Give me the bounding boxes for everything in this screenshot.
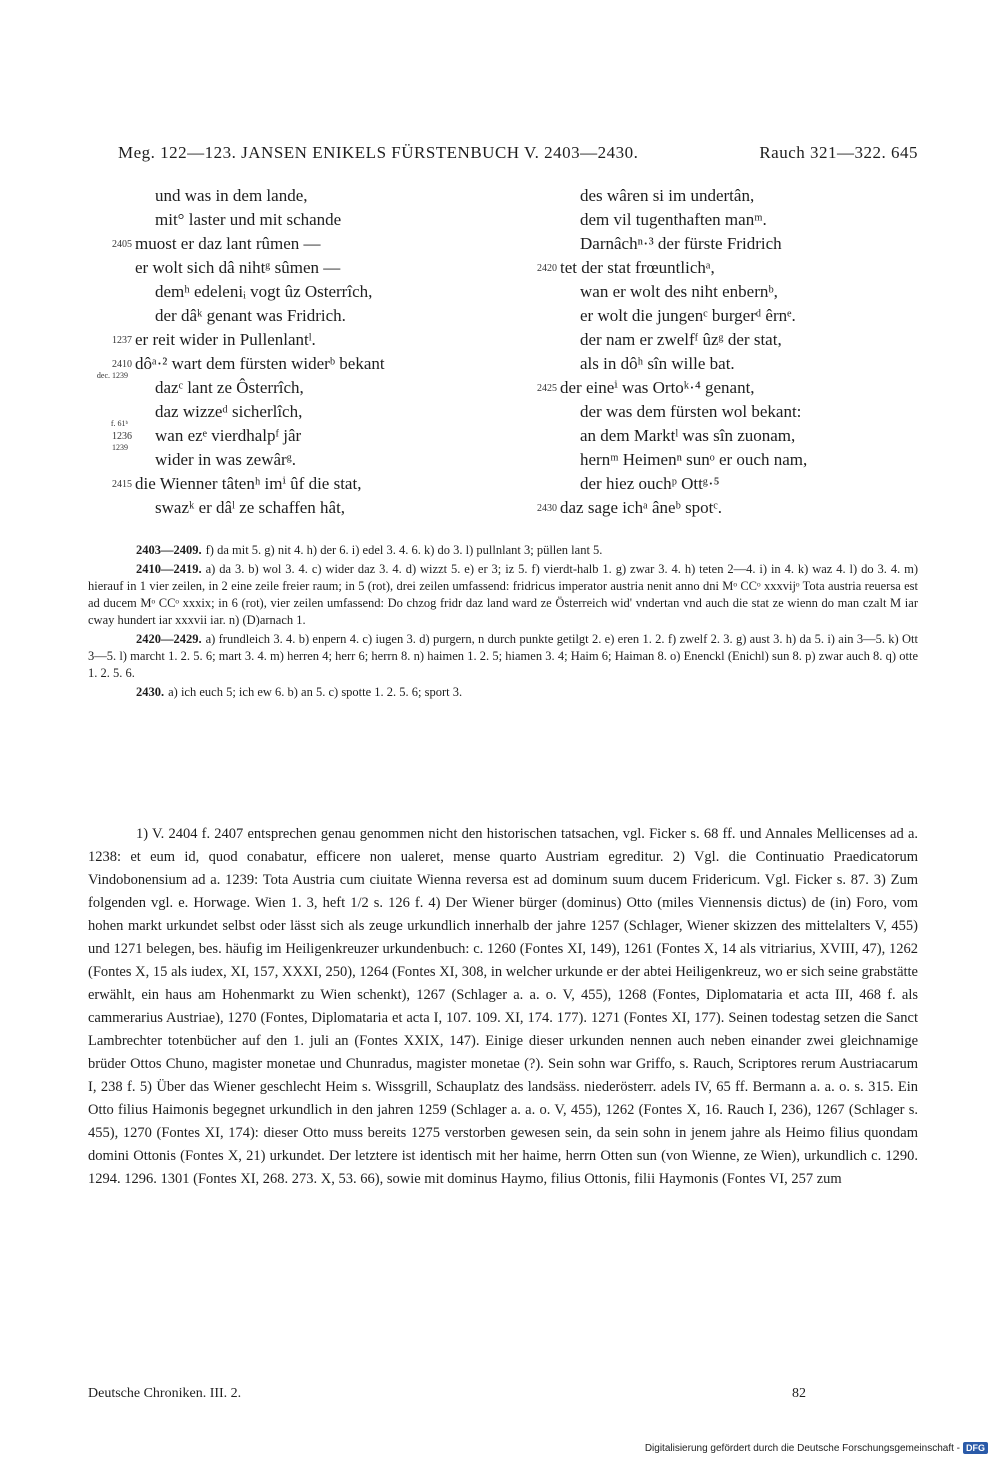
verse-line xyxy=(515,352,905,376)
verse-column-left xyxy=(90,184,480,520)
margin-note: 1239 xyxy=(112,443,128,452)
verse-text: der eineⁱ was Ortoᵏ·⁴ genant, xyxy=(560,378,755,397)
footnotes xyxy=(88,823,918,1191)
verse-line xyxy=(515,400,905,424)
footer-series: Deutsche Chroniken. III. 2. xyxy=(88,1386,242,1401)
running-header-page: Rauch 321—322. 645 xyxy=(759,143,918,162)
verse-text: als in dôʰ sîn wille bat. xyxy=(580,354,735,373)
verse-text: dazᶜ lant ze Ôsterrîch, xyxy=(155,378,304,397)
margin-note: f. 61ᵇ xyxy=(110,419,128,428)
verse-line xyxy=(515,328,905,352)
footer-signature: 82 xyxy=(792,1386,806,1401)
verse-text: dôᵃ·² wart dem fürsten widerᵇ bekant xyxy=(135,354,385,373)
verse-line xyxy=(90,472,480,496)
verse-text: tet der stat frœuntlichᵃ, xyxy=(560,258,715,277)
apparatus-text: f) da mit 5. g) nit 4. h) der 6. i) edel 3. 4. 6. k) do 3. l) pullnlant 3; püllen lant 5. xyxy=(205,543,603,557)
digitization-text: Digitalisierung gefördert durch die Deutsche Forschungsgemeinschaft - xyxy=(644,1442,960,1454)
verse-text: die Wienner tâtenʰ imⁱ ûf die stat, xyxy=(135,474,362,493)
verse-line xyxy=(90,419,480,448)
apparatus-ref: 2410—2419. xyxy=(136,562,202,576)
verse-line xyxy=(515,184,905,208)
verse-text: wider in was zewârᵍ. xyxy=(155,450,297,469)
dfg-logo-icon: DFG xyxy=(963,1442,988,1454)
apparatus-entry xyxy=(88,631,918,682)
verse-line xyxy=(515,208,905,232)
verse-number: 2425 xyxy=(537,383,557,394)
verse-line xyxy=(515,304,905,328)
verse-text: er wolt die jungenᶜ burgerᵈ êrnᵉ. xyxy=(580,306,796,325)
verse-text: der hiez ouchᵖ Ottᵍ·⁵ xyxy=(580,474,720,493)
verse-line xyxy=(90,184,480,208)
verse-line xyxy=(515,424,905,448)
verse-line xyxy=(90,208,480,232)
verse-number: 1237 xyxy=(112,335,132,346)
verse-line xyxy=(90,443,480,472)
running-header-title: Meg. 122—123. JANSEN ENIKELS FÜRSTENBUCH V. 2403—2430. xyxy=(118,143,639,162)
apparatus-ref: 2420—2429. xyxy=(136,632,202,646)
verse-text: mit° laster und mit schande xyxy=(155,210,342,229)
verse-text: demʰ edeleniᵢ vogt ûz Osterrîch, xyxy=(155,282,373,301)
verse-text: des wâren si im undertân, xyxy=(580,186,755,205)
verse-line xyxy=(90,352,480,376)
verse-line xyxy=(90,400,480,424)
verse-text: der nam er zwelfᶠ ûzᵍ der stat, xyxy=(580,330,782,349)
verse-text: er wolt sich dâ nihtᵍ sûmen — xyxy=(135,258,341,277)
digitization-credit xyxy=(645,1440,988,1456)
verse-number: 2410 xyxy=(112,359,132,370)
verse-text: er reit wider in Pullenlantˡ. xyxy=(135,330,316,349)
verse-text: daz wizzeᵈ sicherlîch, xyxy=(155,402,303,421)
critical-apparatus xyxy=(88,542,918,703)
footnote-text: 1) V. 2404 f. 2407 entsprechen genau genommen nicht den historischen tatsachen, vgl. Ficker s. 68 ff. und Annales Mellicenses ad a. 1238: et eum id, quod conabatur, efficere non ualeret, mense quarto Austriam egreditur. 2) Vgl. die Continuatio Praedicatorum Vindobonensium ad a. 1239: Tota Austria cum ciuitate Wienna reversa est ad dominum suum ducem Fridericum. Vgl. Ficker s. 87. 3) Zum folgenden vgl. e. Horwage. Wien 1. 3, heft 1/2 s. 126 f. 4) Der Wiener bürger (dominus) Otto (miles Viennensis dictus) de (in) Foro, vom hohen markt urkundet selbst oder lässt sich als zeuge urkundlich innerhalb der jahre 1257 (Schlager, Wiener skizzen des mittelalters V, 455) und 1271 belegen, bes. häufig im Heiligenkreuzer urkundenbuch: c. 1260 (Fontes XI, 149), 1261 (Fontes X, 14 als vitriarius, XVIII, 47), 1262 (Fontes X, 15 als iudex, XI, 157, XXXI, 250), 1264 (Fontes XI, 308, in welcher urkunde er der abtei Heiligenkreuz, wo er sich seine grabstätte erwählt, ein haus am Hohenmarkt zu Wien schenkt), 1267 (Schlager a. a. o. V, 455), 1268 (Fontes, Diplomataria et acta III, 468 f. als cammerarius Austriae), 1270 (Fontes, Diplomataria et acta I, 107. 109. XI, 174. 177). 1271 (Fontes XI, 177). Seinen todestag setzen die Sanct Lambrechter totenbücher auf den 1. juli an (Fontes XXIX, 147). Einige dieser urkunden nennen auch neben einander zwei gleichnamige brüder Ottos Chuno, magister monetae und Chunradus, magister monetae (?). Sein sohn war Griffo, s. Rauch, Scriptores rerum Austriacarum I, 238 f. 5) Über das Wiener geschlecht Heim s. Wissgrill, Schauplatz des landsäss. niederösterr. adels IV, 65 ff. Bermann a. a. o. s. 315. Ein Otto filius Haimonis begegnet urkundlich in den jahren 1259 (Schlager a. a. o. V, 455), 1262 (Fontes X, 16. Rauch I, 236), 1267 (Schlager s. 455), 1270 (Fontes XI, 174): dieser Otto muss bereits 1275 verstorben gewesen sein, da sein sohn in jenem jahre als Heimo filius quondam domini Ottonis (Fontes X, 21) urkundet. Der letztere ist identisch mit her haime, herrn Otten sun (von Wienne, ze Wien), urkundlich c. 1290. 1294. 1296. 1301 (Fontes XI, 268. 273. X, 53. 66), sowie mit dominus Haymo, filius Ottonis, filii Haymonis (Fontes VI, 257 zum xyxy=(88,826,918,1187)
apparatus-entry xyxy=(88,561,918,629)
apparatus-ref: 2403—2409. xyxy=(136,543,202,557)
apparatus-text: a) da 3. b) wol 3. 4. c) wider daz 3. 4. d) wizzt 5. e) er 3; iz 5. f) vierdt-halb 1. g) zwar 3. 4. h) teten 2—4. i) in 4. k) waz 4. l) do 3. 4. m) hierauf in 1 vier zeilen, in 2 eine zeile freier raum; in 5 (rot), drei zeilen umfassend: fridricus imperator austria nenit anno dni Mᵒ CCᵒ xxxvijᵒ Tota austria reuersa est ad ducem Mᵒ CCᵒ xxxix; in 6 (rot), vier zeilen umfassend: Do chzog fridr daz land ward ze Österreich wid' vndertan vnd auch die stat ze wienn do man czalt M iar cway hundert iar xxxvii iar. n) (D)arnach 1. xyxy=(88,562,918,627)
verse-line xyxy=(515,448,905,472)
verse-text: der dâᵏ genant was Fridrich. xyxy=(155,306,346,325)
apparatus-ref: 2430. xyxy=(136,685,165,699)
apparatus-text: a) frundleich 3. 4. b) enpern 4. c) iugen 3. d) purgern, n durch punkte getilgt 2. e) eren 1. 2. f) zwelf 2. 3. g) aust 3. h) da 5. i) ain 3—5. k) Ott 3—5. l) marcht 1. 2. 5. 6; mart 3. 4. m) herren 4; herr 6; herrn 8. n) haimen 1. 2. 5; hiamen 3. 4; Haim 6; Haiman 8. o) Enenckl (Enichl) sun 8. p) zwar auch 8. q) otte 1. 2. 5. 6. xyxy=(88,632,918,680)
verse-text: dem vil tugenthaften manᵐ. xyxy=(580,210,767,229)
verse-line xyxy=(515,280,905,304)
running-header xyxy=(118,143,918,165)
verse-text: wan ezᵉ vierdhalpᶠ jâr xyxy=(155,426,302,445)
verse-number: 2415 xyxy=(112,479,132,490)
verse-line xyxy=(515,496,905,520)
apparatus-entry xyxy=(88,684,918,701)
verse-line xyxy=(515,472,905,496)
verse-number: 1236 xyxy=(112,431,132,442)
verse-number: 2430 xyxy=(537,503,557,514)
verse-text: hernᵐ Heimenⁿ sunᵒ er ouch nam, xyxy=(580,450,808,469)
verse-line xyxy=(90,496,480,520)
verse-line xyxy=(90,256,480,280)
verse-text: daz sage ichᵃ âneᵇ spotᶜ. xyxy=(560,498,723,517)
verse-line xyxy=(515,232,905,256)
verse-column-right xyxy=(515,184,905,520)
verse-line xyxy=(515,376,905,400)
verse-line xyxy=(515,256,905,280)
apparatus-text: a) ich euch 5; ich ew 6. b) an 5. c) spotte 1. 2. 5. 6; sport 3. xyxy=(168,685,463,699)
page-footer xyxy=(88,1386,918,1406)
verse-number: 2405 xyxy=(112,239,132,250)
verse-text: wan er wolt des niht enbernᵇ, xyxy=(580,282,778,301)
verse-number: 2420 xyxy=(537,263,557,274)
verse-text: swazᵏ er dâˡ ze schaffen hât, xyxy=(155,498,346,517)
verse-text: Darnâchⁿ·³ der fürste Fridrich xyxy=(580,234,782,253)
verse-line xyxy=(90,280,480,304)
verse-text: muost er daz lant rûmen — xyxy=(135,234,321,253)
margin-note: dec. 1239 xyxy=(96,371,128,380)
verse-text: und was in dem lande, xyxy=(155,186,308,205)
verse-line xyxy=(90,232,480,256)
apparatus-entry xyxy=(88,542,918,559)
verse-text: an dem Marktˡ was sîn zuonam, xyxy=(580,426,796,445)
verse-line xyxy=(90,371,480,400)
verse-line xyxy=(90,328,480,352)
verse-text: der was dem fürsten wol bekant: xyxy=(580,402,802,421)
verse-line xyxy=(90,304,480,328)
